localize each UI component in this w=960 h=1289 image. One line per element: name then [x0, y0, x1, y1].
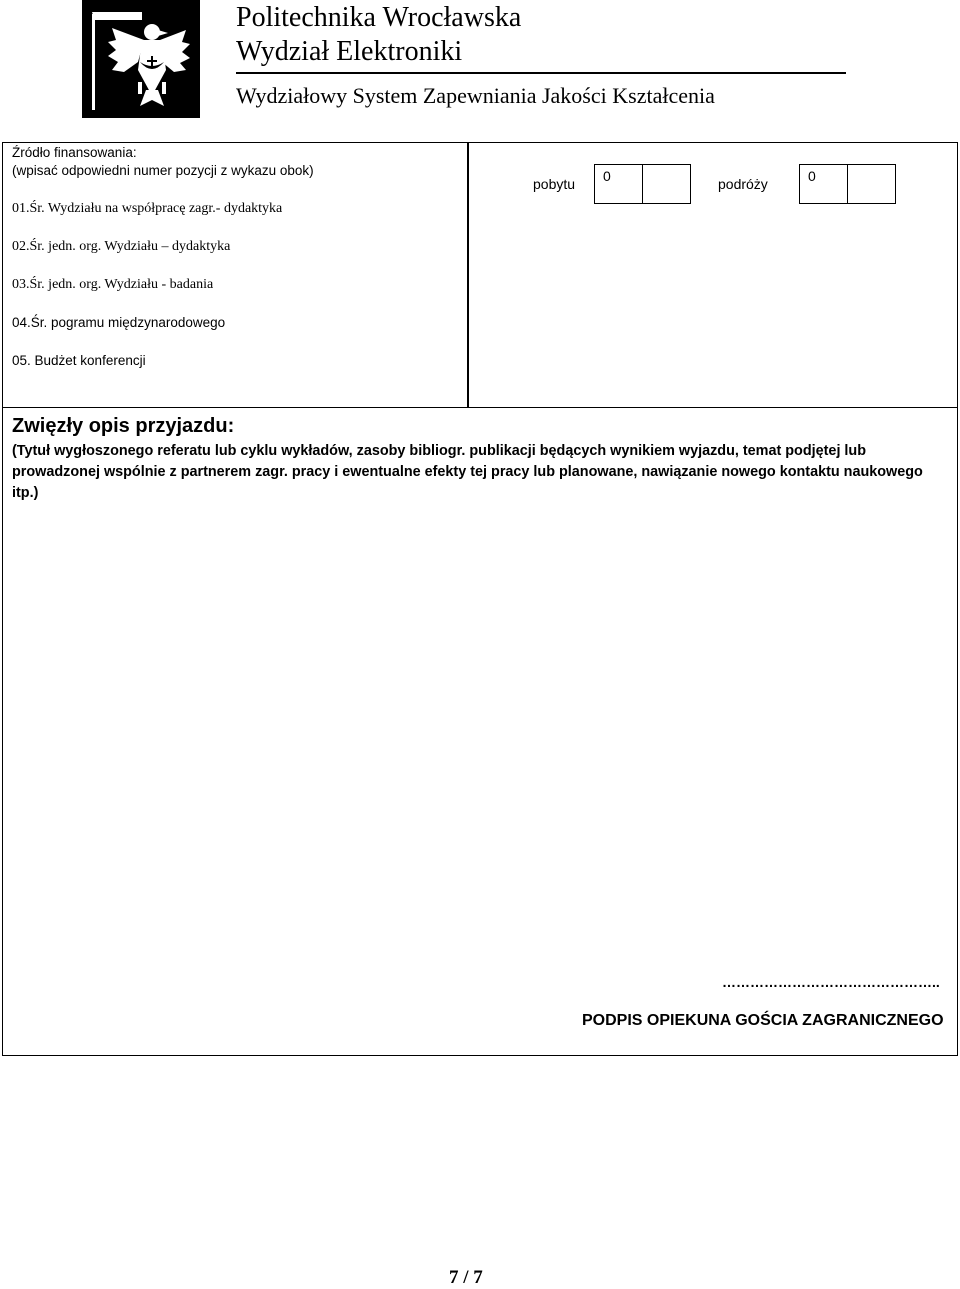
page-number: 7 / 7 — [449, 1267, 483, 1288]
funding-divider — [467, 142, 469, 408]
podrozy-value: 0 — [800, 165, 848, 203]
system-name: Wydziałowy System Zapewniania Jakości Kształcenia — [236, 83, 715, 108]
podrozy-label: podróży — [718, 176, 768, 192]
podrozy-empty-cell — [848, 165, 896, 203]
pobytu-value: 0 — [595, 165, 643, 203]
funding-option-05: 05. Budżet konferencji — [12, 353, 146, 368]
faculty-name: Wydział Elektroniki — [236, 36, 463, 67]
funding-instruction: (wpisać odpowiedni numer pozycji z wykazu obok) — [12, 163, 314, 178]
description-section[interactable] — [2, 408, 958, 1056]
signature-label: PODPIS OPIEKUNA GOŚCIA ZAGRANICZNEGO — [582, 1012, 944, 1029]
pobytu-field[interactable] — [594, 164, 691, 204]
podrozy-field[interactable] — [799, 164, 896, 204]
signature-line: ……………………………………….. — [722, 974, 940, 990]
funding-option-04: 04.Śr. pogramu międzynarodowego — [12, 315, 226, 330]
funding-heading: Źródło finansowania: — [12, 145, 137, 160]
pobytu-label: pobytu — [533, 176, 576, 192]
eagle-crest-icon — [82, 0, 200, 118]
funding-option-03: 03.Śr. jedn. org. Wydziału - badania — [12, 277, 214, 292]
funding-option-01: 01.Śr. Wydziału na współpracę zagr.- dydaktyka — [12, 201, 283, 216]
description-instruction: (Tytuł wygłoszonego referatu lub cyklu wykładów, zasoby bibliogr. publikacji będących wynikiem wyjazdu, temat podjętej lub prowadzonej wspólnie z partnerem zagr. pracy i ewentualne efekty tej pracy lub planowane, nawiązanie nowego kontaktu naukowego itp.) — [12, 443, 923, 501]
header-divider — [236, 72, 846, 74]
funding-option-02: 02.Śr. jedn. org. Wydziału – dydaktyka — [12, 239, 231, 254]
description-title: Zwięzły opis przyjazdu: — [12, 415, 235, 437]
university-name: Politechnika Wrocławska — [236, 2, 522, 33]
pobytu-empty-cell — [643, 165, 691, 203]
